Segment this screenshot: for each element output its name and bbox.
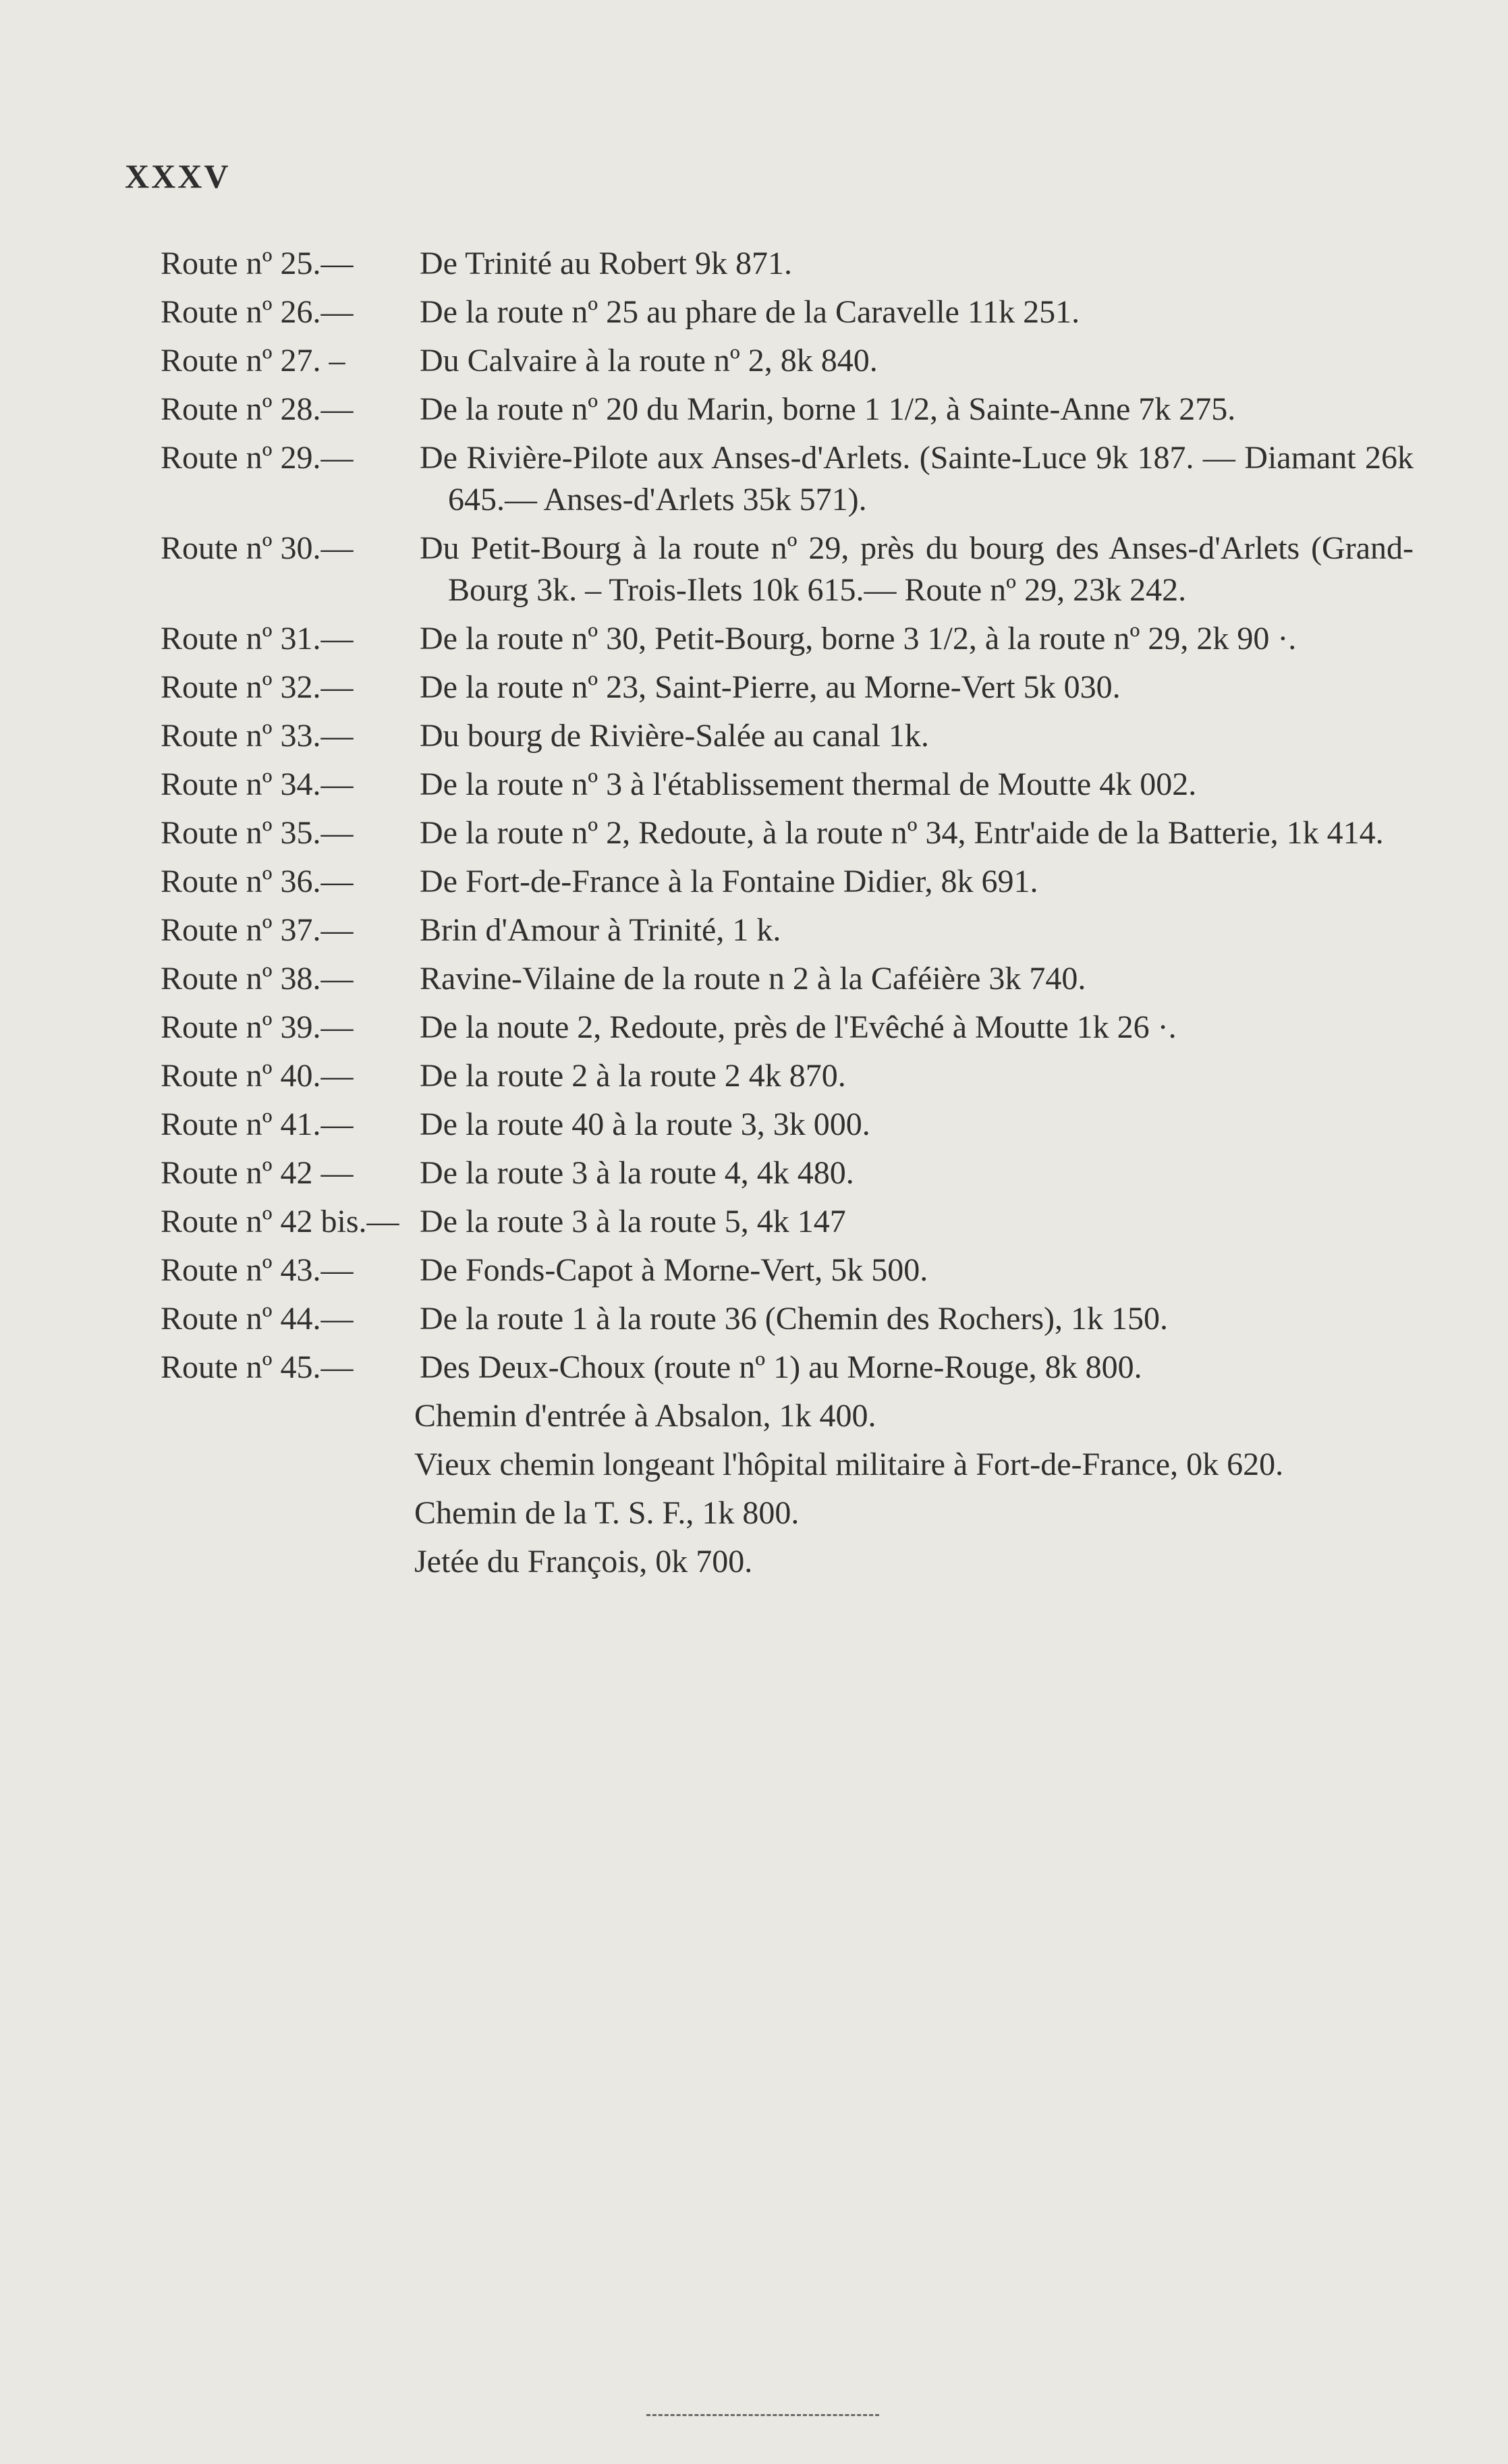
route-entry [0,1052,1508,1100]
route-description: Brin d'Amour à Trinité, 1 k. [420,912,781,948]
route-label: Route nº 31.— [161,621,354,656]
route-description: De Fonds-Capot à Morne-Vert, 5k 500. [420,1252,928,1288]
route-entry [0,385,1508,434]
road-description: Vieux chemin longeant l'hôpital militaire à Fort-de-France, 0k 620. [414,1447,1284,1482]
route-label: Route nº 43.— [161,1252,354,1288]
road-entry [414,1489,1414,1538]
route-description: De la noute 2, Redoute, près de l'Evêché à Moutte 1k 26 ·. [420,1009,1177,1045]
route-entry [0,1003,1508,1052]
route-label: Route nº 28.— [161,391,354,427]
route-label: Route nº 41.— [161,1107,354,1142]
route-description: Du bourg de Rivière-Salée au canal 1k. [420,718,929,754]
route-label: Route nº 33.— [161,718,354,754]
route-description: De la route 3 à la route 5, 4k 147 [420,1204,846,1239]
route-label: Route nº 27. – [161,343,345,379]
road-entry [414,1440,1414,1489]
route-description: De Fort-de-France à la Fontaine Didier, 8k 691. [420,864,1038,899]
route-description: De Trinité au Robert 9k 871. [420,246,792,281]
road-description: Chemin de la T. S. F., 1k 800. [414,1495,800,1531]
route-label: Route nº 37.— [161,912,354,948]
route-description: Du Calvaire à la route nº 2, 8k 840. [420,343,878,379]
route-label: Route nº 45.— [161,1349,354,1385]
route-label: Route nº 30.— [161,530,354,566]
route-entry [0,615,1508,663]
end-rule [646,2414,879,2416]
route-label: Route nº 40.— [161,1058,354,1094]
road-description: Jetée du François, 0k 700. [414,1544,753,1579]
route-entry [0,663,1508,712]
route-entry [0,288,1508,337]
route-label: Route nº 25.— [161,246,354,281]
route-description: De la route 2 à la route 2 4k 870. [420,1058,846,1094]
route-description: De la route 40 à la route 3, 3k 000. [420,1107,870,1142]
route-label: Route nº 26.— [161,294,354,330]
route-description: De la route nº 2, Redoute, à la route nº 34, Entr'aide de la Batterie, 1k 414. [420,815,1384,851]
route-description: De la route nº 3 à l'établissement thermal de Moutte 4k 002. [420,766,1197,802]
route-label: Route nº 39.— [161,1009,354,1045]
route-entry [0,337,1508,385]
route-entry [0,1246,1508,1295]
road-description: Chemin d'entrée à Absalon, 1k 400. [414,1398,876,1434]
page-number: XXXV [125,157,231,195]
route-label: Route nº 29.— [161,440,354,476]
route-label: Route nº 35.— [161,815,354,851]
route-description: De la route 3 à la route 4, 4k 480. [420,1155,854,1191]
route-entry [0,1295,1508,1343]
route-entry [0,955,1508,1003]
route-label: Route nº 42 — [161,1155,354,1191]
route-label: Route nº 38.— [161,961,354,997]
route-description: De la route 1 à la route 36 (Chemin des Rochers), 1k 150. [420,1301,1169,1337]
route-entry [0,712,1508,760]
route-entry [0,434,1508,524]
road-entry [414,1392,1414,1440]
route-entry [0,1149,1508,1198]
road-entry [414,1538,1414,1586]
route-label: Route nº 32.— [161,669,354,705]
route-description: De la route nº 23, Saint-Pierre, au Morne-Vert 5k 030. [420,669,1121,705]
route-entry [0,809,1508,858]
route-description: De Rivière-Pilote aux Anses-d'Arlets. (Sainte-Luce 9k 187. — Diamant 26k 645.— Anses-d'Arlets 35k 571). [420,440,1414,517]
route-description: Des Deux-Choux (route nº 1) au Morne-Rouge, 8k 800. [420,1349,1142,1385]
route-list [0,240,1508,1586]
route-entry [0,1343,1508,1392]
route-description: De la route nº 25 au phare de la Caravelle 11k 251. [420,294,1080,330]
route-description: Ravine-Vilaine de la route n 2 à la Caféière 3k 740. [420,961,1086,997]
route-entry [0,240,1508,288]
route-description: De la route nº 20 du Marin, borne 1 1/2, à Sainte-Anne 7k 275. [420,391,1236,427]
route-label: Route nº 34.— [161,766,354,802]
route-label: Route nº 44.— [161,1301,354,1337]
route-label: Route nº 42 bis.— [161,1204,399,1239]
route-entry [0,760,1508,809]
route-description: De la route nº 30, Petit-Bourg, borne 3 1/2, à la route nº 29, 2k 90 ·. [420,621,1297,656]
route-entry [0,906,1508,955]
route-description: Du Petit-Bourg à la route nº 29, près du bourg des Anses-d'Arlets (Grand-Bourg 3k. – Trois-Ilets 10k 615.— Route nº 29, 23k 242. [420,530,1414,608]
route-entry [0,858,1508,906]
route-entry [0,524,1508,615]
route-entry [0,1100,1508,1149]
route-entry [0,1198,1508,1246]
route-label: Route nº 36.— [161,864,354,899]
